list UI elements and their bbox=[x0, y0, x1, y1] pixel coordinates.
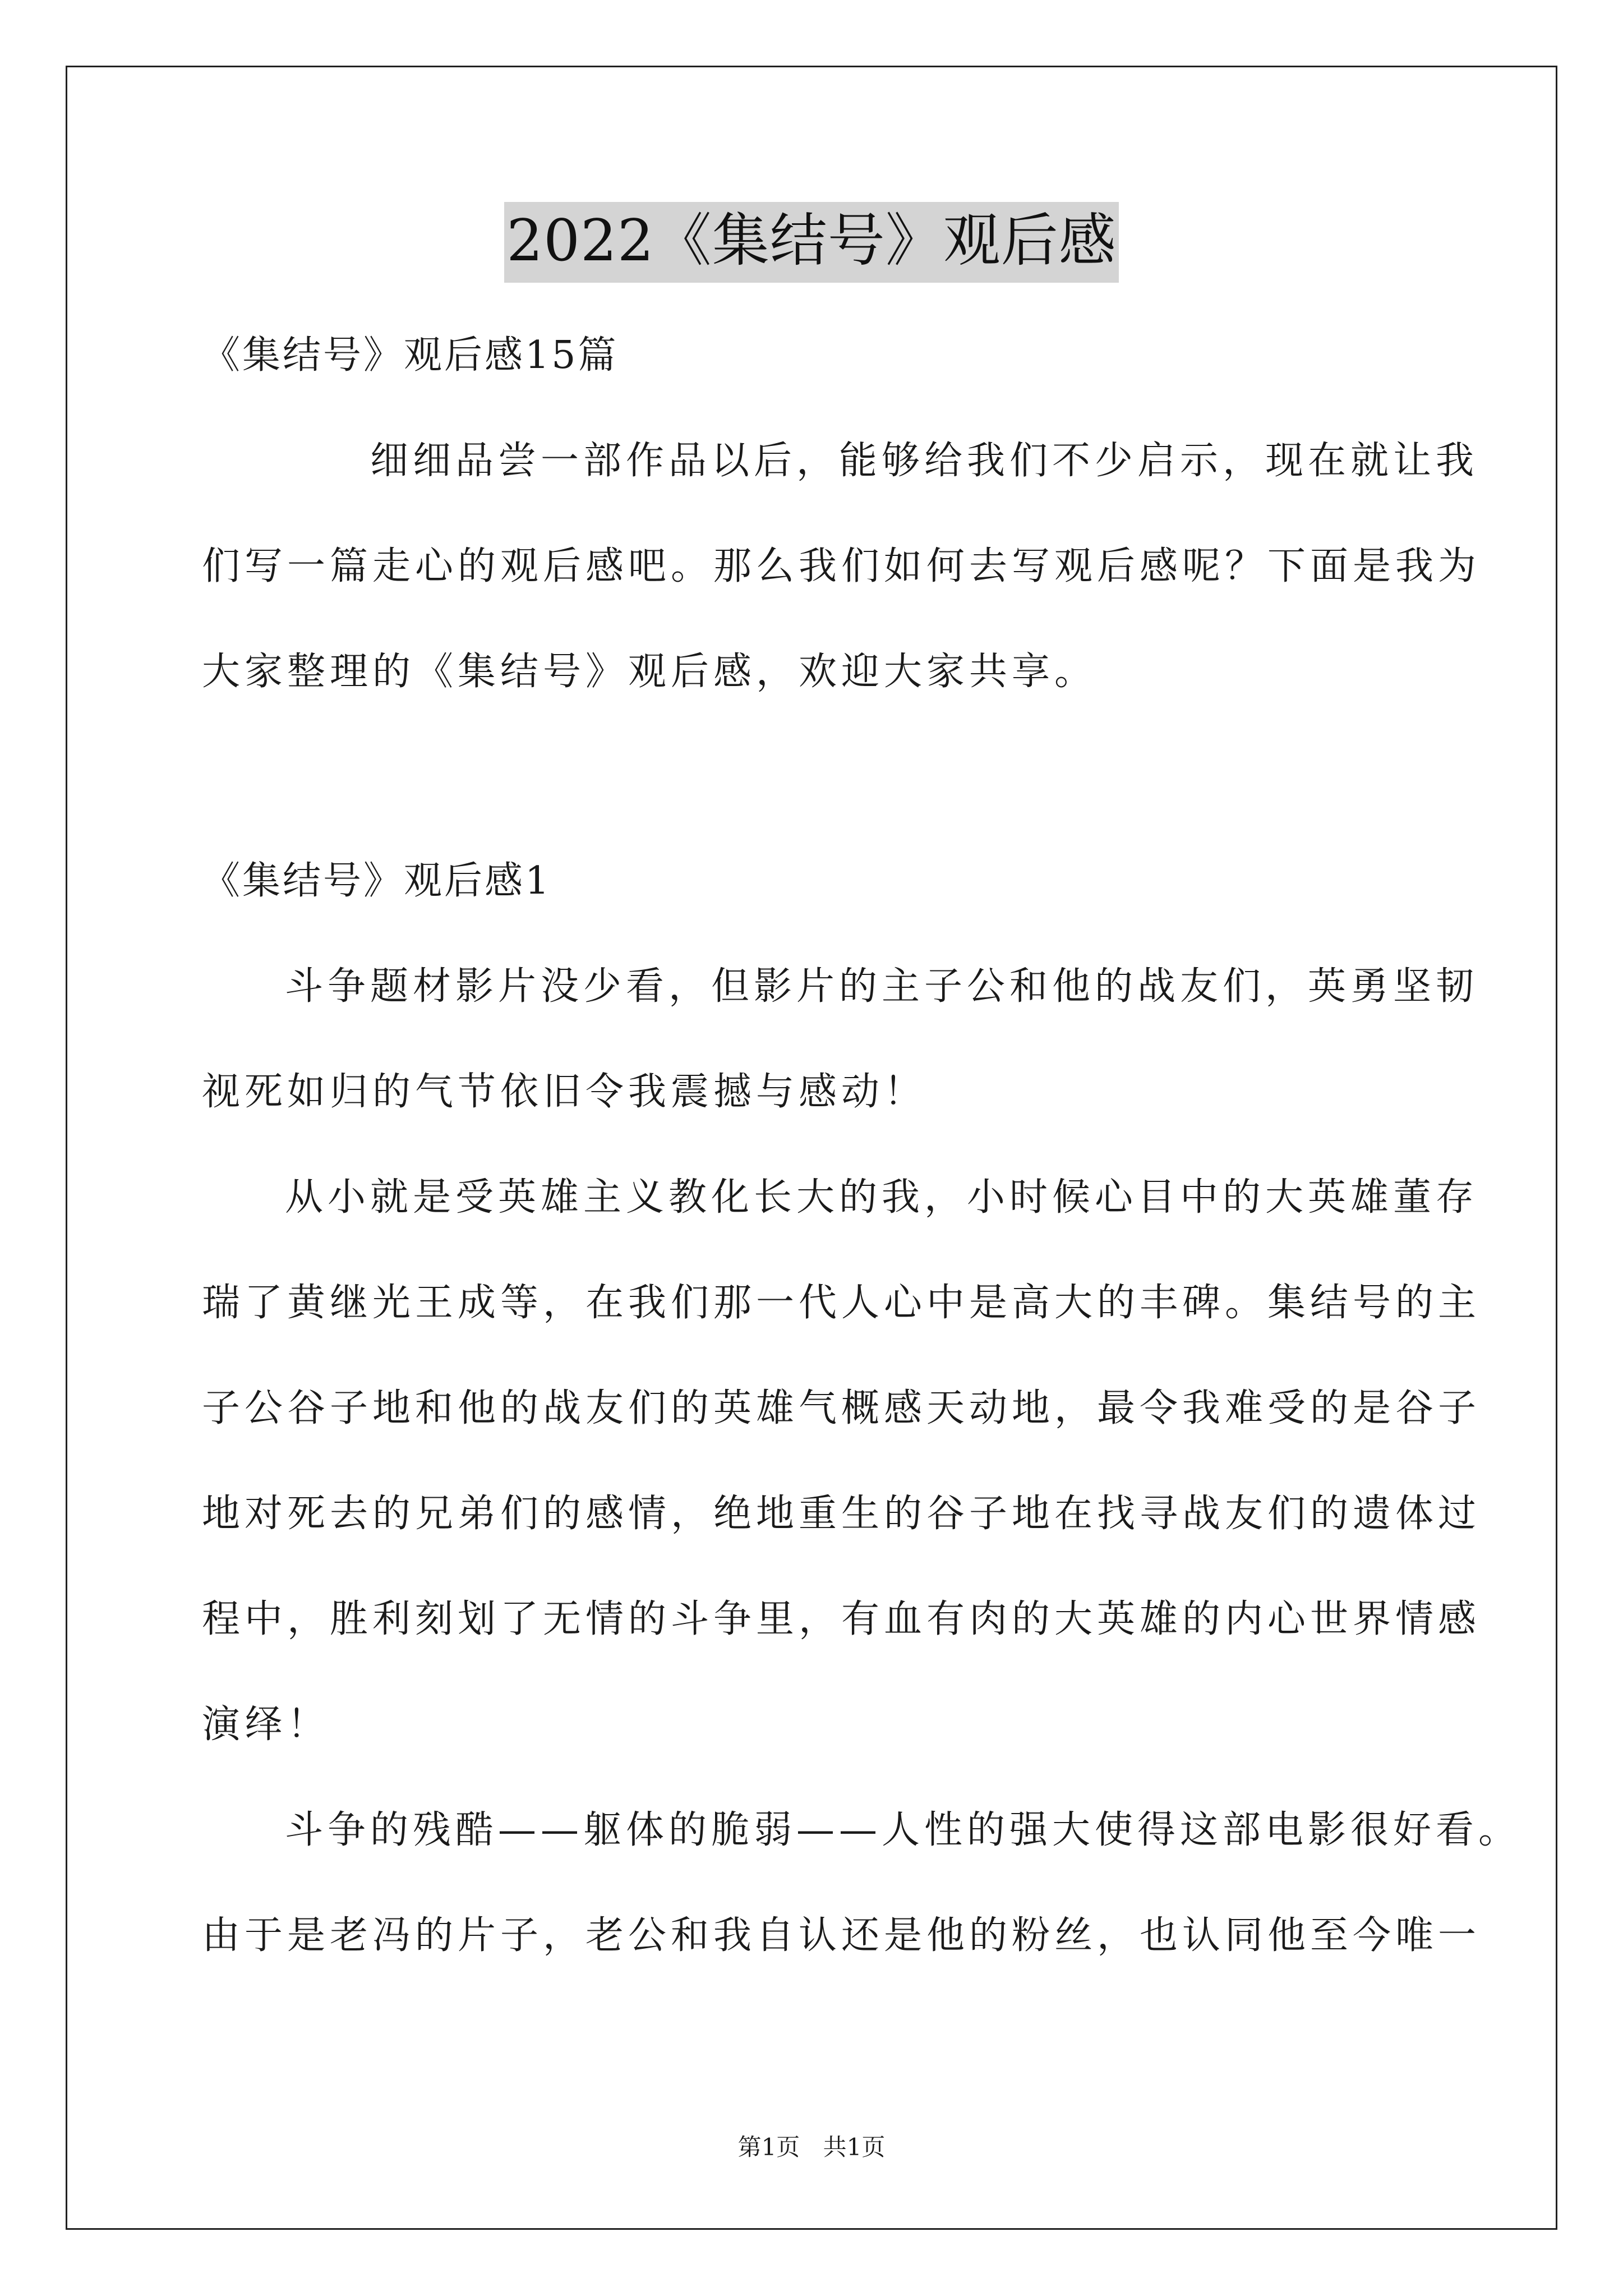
section-gap bbox=[202, 725, 1430, 829]
paragraph-line: 从小就是受英雄主义教化长大的我，小时候心目中的大英雄董存 bbox=[285, 1175, 1479, 1220]
title-container bbox=[0, 202, 1623, 283]
page-total: 共1页 bbox=[823, 2133, 886, 2161]
page-footer bbox=[0, 2129, 1623, 2162]
paragraph-line: 斗争的残酷——躯体的脆弱——人性的强大使得这部电影很好看。 bbox=[285, 1808, 1521, 1852]
intro-line: 们写一篇走心的观后感吧。那么我们如何去写观后感呢？下面是我为 bbox=[202, 544, 1481, 588]
document-title: 2022《集结号》观后感 bbox=[504, 202, 1119, 283]
document-subtitle: 《集结号》观后感15篇 bbox=[202, 333, 619, 378]
paragraph-line: 地对死去的兄弟们的感情，绝地重生的谷子地在找寻战友们的遗体过 bbox=[202, 1492, 1481, 1536]
intro-line: 细细品尝一部作品以后，能够给我们不少启示，现在就让我 bbox=[370, 439, 1479, 483]
paragraph-line: 由于是老冯的片子，老公和我自认还是他的粉丝，也认同他至今唯一 bbox=[202, 1913, 1481, 1958]
section-heading: 《集结号》观后感1 bbox=[202, 859, 552, 903]
paragraph-line: 子公谷子地和他的战友们的英雄气概感天动地，最令我难受的是谷子 bbox=[202, 1386, 1481, 1430]
paragraph-line: 程中，胜利刻划了无情的斗争里，有血有肉的大英雄的内心世界情感 bbox=[202, 1597, 1481, 1641]
paragraph-line: 视死如归的气节依旧令我震撼与感动！ bbox=[202, 1070, 927, 1114]
paragraph-line: 瑞了黄继光王成等，在我们那一代人心中是高大的丰碑。集结号的主 bbox=[202, 1281, 1481, 1325]
document-body bbox=[202, 303, 1521, 1989]
paragraph-line: 斗争题材影片没少看，但影片的主子公和他的战友们，英勇坚韧 bbox=[285, 964, 1479, 1009]
paragraph-line: 演绎！ bbox=[202, 1703, 330, 1747]
page-number: 第1页 bbox=[737, 2133, 800, 2161]
intro-line: 大家整理的《集结号》观后感，欢迎大家共享。 bbox=[202, 650, 1098, 694]
